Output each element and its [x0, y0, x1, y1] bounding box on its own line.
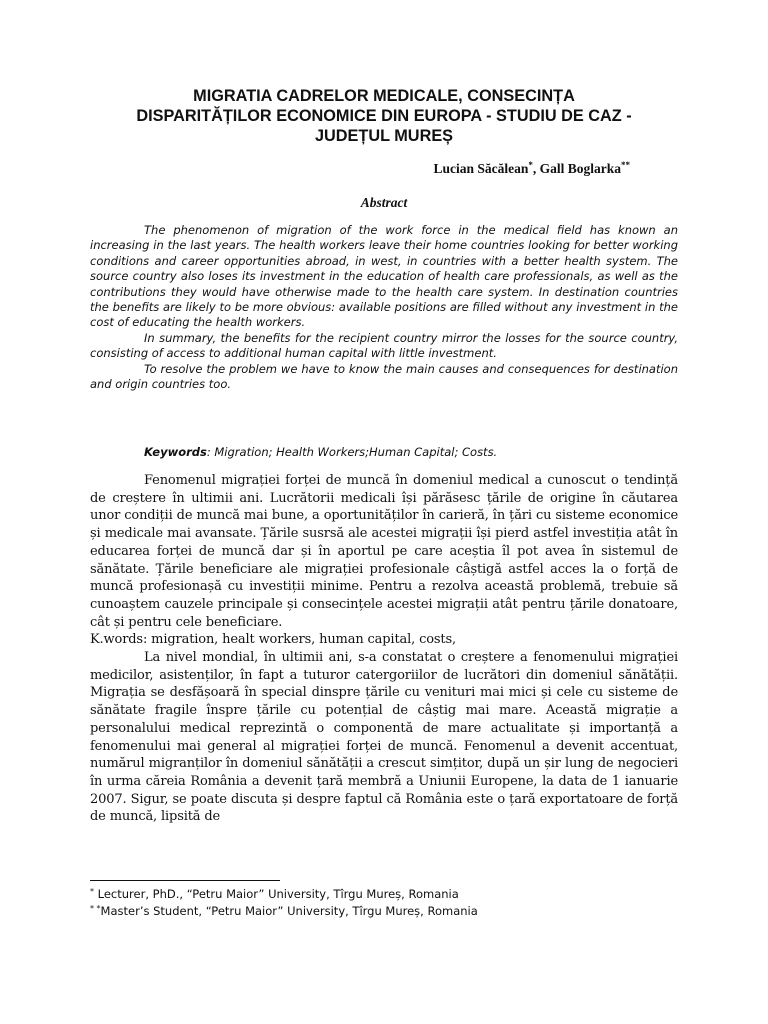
body-text	[90, 472, 678, 826]
footnote-text: Master’s Student, “Petru Maior” University, Tîrgu Mureș, Romania	[100, 904, 478, 918]
title-line: JUDEȚUL MUREȘ	[314, 127, 454, 145]
author-name: Lucian Săcălean	[433, 161, 529, 176]
author-line	[433, 161, 630, 177]
body-keywords-paragraph: K.words: migration, healt workers, human capital, costs,	[90, 632, 456, 648]
keywords-list: : Migration; Health Workers;Human Capital; Costs.	[206, 445, 498, 459]
title-line: MIGRATIA CADRELOR MEDICALE, CONSECINȚA	[193, 87, 575, 105]
author-separator: ,	[532, 161, 540, 176]
abstract-paragraph: In summary, the benefits for the recipient country mirror the losses for the source country, consisting of access to additional human capital with little investment.	[90, 330, 678, 361]
author-name: Gall Boglarka	[539, 161, 621, 176]
title-line: DISPARITĂȚILOR ECONOMICE DIN EUROPA - STUDIU DE CAZ -	[136, 107, 632, 125]
footnote-mark: * *	[90, 904, 101, 913]
footnote	[90, 903, 678, 920]
footnote	[90, 886, 678, 903]
abstract-heading: Abstract	[360, 195, 408, 210]
footnote-mark: **	[621, 160, 630, 170]
footnote-mark: *	[528, 160, 533, 170]
footnote-mark: *	[90, 887, 94, 896]
body-paragraph: Fenomenul migrației forței de muncă în domeniul medical a cunoscut o tendință de creștere în ultimii ani. Lucrătorii medicali își părăsesc țările de origine în căutarea unor condiții de muncă mai bune, a oportunităților în carieră, în țări cu sisteme economice și medicale mai avansate. Țările susrsă ale acestei migrații își pierd astfel investiția atât în educarea forței de muncă dar și în aportul pe care aceștia îl pot avea în sistemul de sănătate. Țările beneficiare ale migrației profesionale câștigă astfel acces la o forță de muncă profesionașă cu investiții minime. Pentru a rezolva această problemă, trebuie să cunoaștem cauzele principale și consecințele acestei migrații atât pentru țările donatoare, cât și pentru cele beneficiare.	[90, 473, 678, 630]
footnote-divider	[90, 880, 280, 881]
keywords-line	[144, 445, 497, 459]
abstract-text	[90, 223, 678, 392]
body-paragraph: La nivel mondial, în ultimii ani, s-a constatat o creștere a fenomenului migrației medicilor, asistenților, în fapt a tuturor catergoriilor de lucrători din domeniul sănătății. Migrația se desfășoară în special dinspre țările cu venituri mai mici și cele cu sisteme de sănătate fragile înspre țările cu potențial de câștig mai mare. Această migrație a personalului medical reprezintă o componentă de mare actualitate și importanță a fenomenului mai general al migrației forței de muncă. Fenomenul a devenit accentuat, numărul migranților în domeniul sănătății a crescut simțitor, după un șir lung de negocieri în urma căreia România a devenit țară membră a Uniunii Europene, la data de 1 ianuarie 2007. Sigur, se poate discuta și despre faptul că România este o țară exportatoare de forță de muncă, lipsită de	[90, 650, 678, 825]
footnotes	[90, 886, 678, 920]
keywords-label: Keywords	[144, 445, 207, 459]
footnote-text: Lecturer, PhD., “Petru Maior” University, Tîrgu Mureș, Romania	[94, 887, 459, 901]
abstract-paragraph: The phenomenon of migration of the work force in the medical field has known an increasing in the last years. The health workers leave their home countries looking for better working conditions and career opportunities abroad, in west, in countries with a better health system. The source country also loses its investment in the education of health care professionals, as well as the contributions they would have otherwise made to the health care system. In destination countries the benefits are likely to be more obvious: available positions are filled without any investment in the cost of educating the health workers.	[90, 223, 678, 330]
abstract-paragraph: To resolve the problem we have to know the main causes and consequences for destination and origin countries too.	[90, 361, 678, 392]
paper-title	[90, 86, 678, 146]
